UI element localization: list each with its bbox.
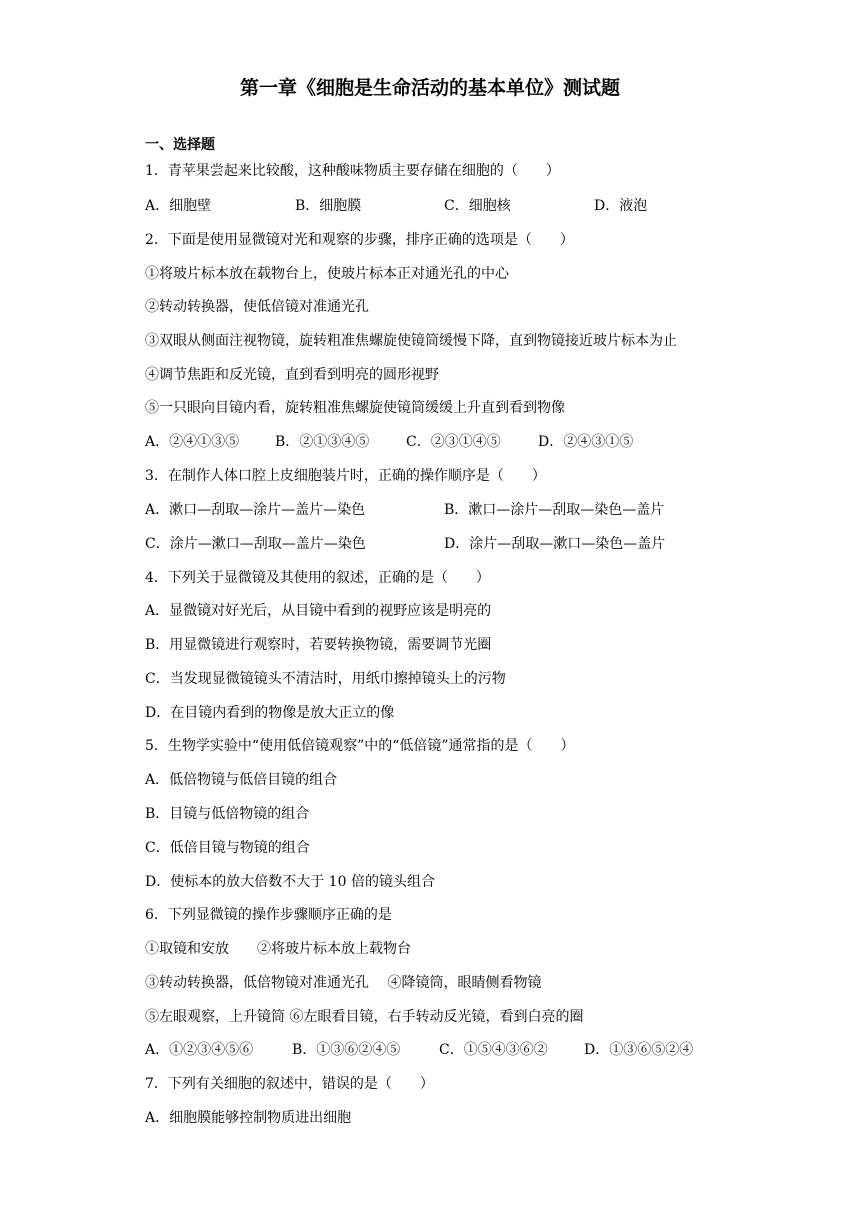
question-6-option-d: D．①③⑥⑤②④: [584, 1042, 694, 1058]
question-2-step: ②转动转换器，使低倍镜对准通光孔: [145, 299, 369, 315]
question-2-option-c: C．②③①④⑤: [406, 434, 501, 450]
question-5-option-d: D．使标本的放大倍数不大于 10 倍的镜头组合: [145, 874, 435, 890]
question-2-step: ④调节焦距和反光镜，直到看到明亮的圆形视野: [145, 367, 439, 383]
question-2-step: ⑤一只眼向目镜内看，旋转粗准焦螺旋使镜筒缓缓上升直到看到物像: [145, 400, 565, 416]
question-1-option-a: A．细胞壁: [145, 198, 212, 214]
question-5-option-a: A．低倍物镜与低倍目镜的组合: [145, 772, 338, 788]
question-4-option-c: C．当发现显微镜镜头不清洁时，用纸巾擦掉镜头上的污物: [145, 671, 506, 687]
question-4-option-d: D．在目镜内看到的物像是放大正立的像: [145, 705, 395, 721]
question-3-option-c: C．涂片—漱口—刮取—盖片—染色: [145, 536, 366, 552]
question-6-step: ①取镜和安放 ②将玻片标本放上载物台: [145, 941, 411, 957]
question-6-step: ③转动转换器，低倍物镜对准通光孔 ④降镜筒，眼睛侧看物镜: [145, 975, 542, 991]
question-6-option-a: A．①②③④⑤⑥: [145, 1042, 254, 1058]
question-7-option-a: A．细胞膜能够控制物质进出细胞: [145, 1110, 352, 1126]
question-3-option-d: D．涂片—刮取—漱口—染色—盖片: [444, 536, 666, 552]
question-2-step: ①将玻片标本放在载物台上，使玻片标本正对通光孔的中心: [145, 266, 509, 282]
question-1-option-c: C．细胞核: [444, 198, 511, 214]
question-1-stem: 1．青苹果尝起来比较酸，这种酸味物质主要存储在细胞的（ ）: [145, 163, 560, 179]
page-title: 第一章《细胞是生命活动的基本单位》测试题: [239, 77, 620, 99]
question-3-option-a: A．漱口—刮取—涂片—盖片—染色: [145, 502, 366, 518]
question-5-option-c: C．低倍目镜与物镜的组合: [145, 840, 310, 856]
question-7-stem: 7．下列有关细胞的叙述中，错误的是（ ）: [145, 1076, 434, 1092]
question-5-option-b: B．目镜与低倍物镜的组合: [145, 806, 310, 822]
question-5-stem: 5．生物学实验中“使用低倍镜观察”中的“低倍镜”通常指的是（ ）: [145, 738, 575, 754]
question-3-option-b: B．漱口—涂片—刮取—染色—盖片: [444, 502, 665, 518]
question-6-option-b: B．①③⑥②④⑤: [292, 1042, 401, 1058]
question-2-option-b: B．②①③④⑤: [275, 434, 370, 450]
question-4-option-a: A．显微镜对好光后，从目镜中看到的视野应该是明亮的: [145, 603, 492, 619]
question-4-option-b: B．用显微镜进行观察时，若要转换物镜，需要调节光圈: [145, 637, 492, 653]
question-3-stem: 3．在制作人体口腔上皮细胞装片时，正确的操作顺序是（ ）: [145, 468, 546, 484]
question-2-stem: 2．下面是使用显微镜对光和观察的步骤，排序正确的选项是（ ）: [145, 232, 574, 248]
question-2-option-d: D．②④③①⑤: [538, 434, 634, 450]
question-2-option-a: A．②④①③⑤: [145, 434, 240, 450]
question-6-option-c: C．①⑤④③⑥②: [439, 1042, 548, 1058]
question-1-option-d: D．液泡: [594, 198, 648, 214]
question-6-stem: 6．下列显微镜的操作步骤顺序正确的是: [145, 907, 392, 923]
question-4-stem: 4．下列关于显微镜及其使用的叙述，正确的是（ ）: [145, 570, 490, 586]
question-2-step: ③双眼从侧面注视物镜，旋转粗准焦螺旋使镜筒缓慢下降，直到物镜接近玻片标本为止: [145, 333, 677, 349]
question-1-option-b: B．细胞膜: [295, 198, 362, 214]
section-heading: 一、选择题: [145, 137, 215, 153]
question-6-step: ⑤左眼观察，上升镜筒 ⑥左眼看目镜，右手转动反光镜，看到白亮的圈: [145, 1009, 584, 1025]
